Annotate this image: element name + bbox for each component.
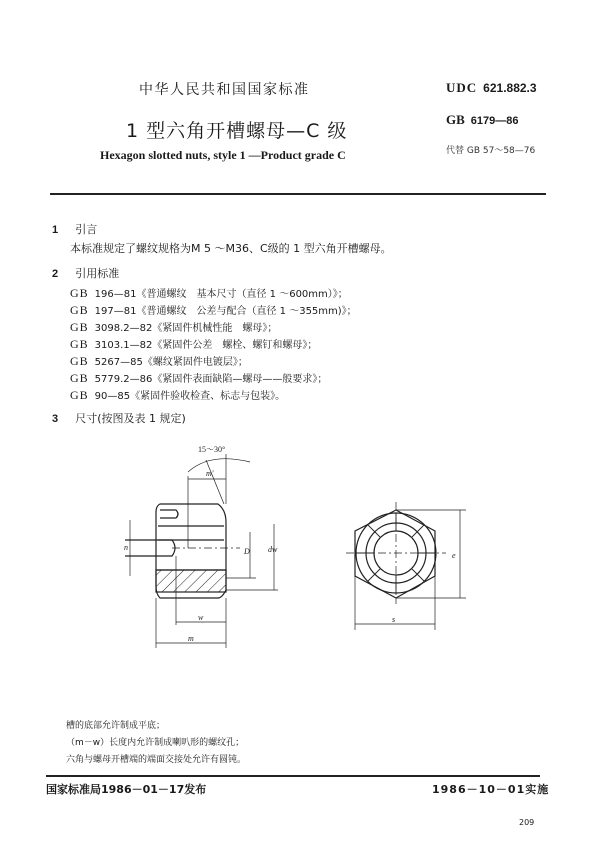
nut-top-view-drawing [330, 490, 480, 640]
section-title: 尺寸(按图及表 1 规定) [75, 412, 186, 425]
m-label: m [188, 634, 194, 643]
w-label: w [198, 613, 204, 622]
effective-date: 1986－10－01实施 [432, 783, 550, 796]
reference-item: GB 3098.2—82《紧固件机械性能 螺母》； [70, 320, 278, 334]
gb-label: GB [446, 112, 465, 127]
page-number: 209 [519, 818, 535, 827]
gb-code [446, 112, 519, 128]
note-item: （m－w）长度内允许制成喇叭形的螺纹孔； [66, 738, 245, 748]
section-3-heading [52, 407, 186, 426]
s-label: s [392, 615, 396, 624]
udc-value: 621.882.3 [483, 81, 537, 95]
section-title: 引言 [75, 223, 98, 236]
nut-side-view-drawing [110, 440, 290, 650]
section-number: 3 [52, 413, 59, 425]
reference-item: GB 3103.1—82《紧固件公差 螺栓、螺钉和螺母》； [70, 337, 318, 351]
section-number: 2 [52, 268, 59, 280]
gb-value: 6179—86 [470, 115, 519, 127]
section-2-heading [52, 262, 119, 281]
n-label: n [124, 543, 128, 552]
section-title: 引用标准 [75, 267, 120, 280]
D-label: D [244, 547, 250, 556]
reference-item: GB 197—81《普通螺纹 公差与配合（直径 1 ～355mm)》； [70, 303, 357, 317]
section-1-text: 本标准规定了螺纹规格为M 5 ～M36、C级的 1 型六角开槽螺母。 [70, 242, 392, 255]
reference-item: GB 5267—85《螺纹紧固件电镀层》； [70, 354, 248, 368]
footer-divider [46, 775, 540, 777]
dw-label: dw [268, 545, 278, 554]
udc-code [446, 80, 537, 96]
note-item: 槽的底部允许制成平底； [66, 721, 166, 731]
section-number: 1 [52, 224, 59, 236]
replaces-note: 代替 GB 57～58—76 [446, 146, 536, 156]
udc-label: UDC [446, 80, 478, 95]
reference-item: GB 196—81《普通螺纹 基本尺寸（直径 1 ～600mm）》； [70, 286, 348, 300]
page-title: 1 型六角开槽螺母—C 级 [126, 120, 348, 142]
angle-label: 15～30° [198, 445, 226, 454]
note-item: 六角与螺母开槽端的端面交接处允许有圆钝。 [66, 755, 247, 765]
english-title: Hexagon slotted nuts, style 1 —Product grade C [100, 148, 346, 162]
issue-date: 国家标准局1986－01－17发布 [46, 783, 207, 796]
section-1-heading [52, 218, 97, 237]
reference-item: GB 90—85《紧固件验收检查、标志与包装》。 [70, 388, 286, 402]
reference-item: GB 5779.2—86《紧固件表面缺陷—螺母——般要求》； [70, 371, 328, 385]
m-prime-label: m' [206, 469, 214, 478]
header-divider [50, 193, 546, 195]
e-label: e [452, 551, 456, 560]
standard-type: 中华人民共和国国家标准 [139, 82, 310, 98]
